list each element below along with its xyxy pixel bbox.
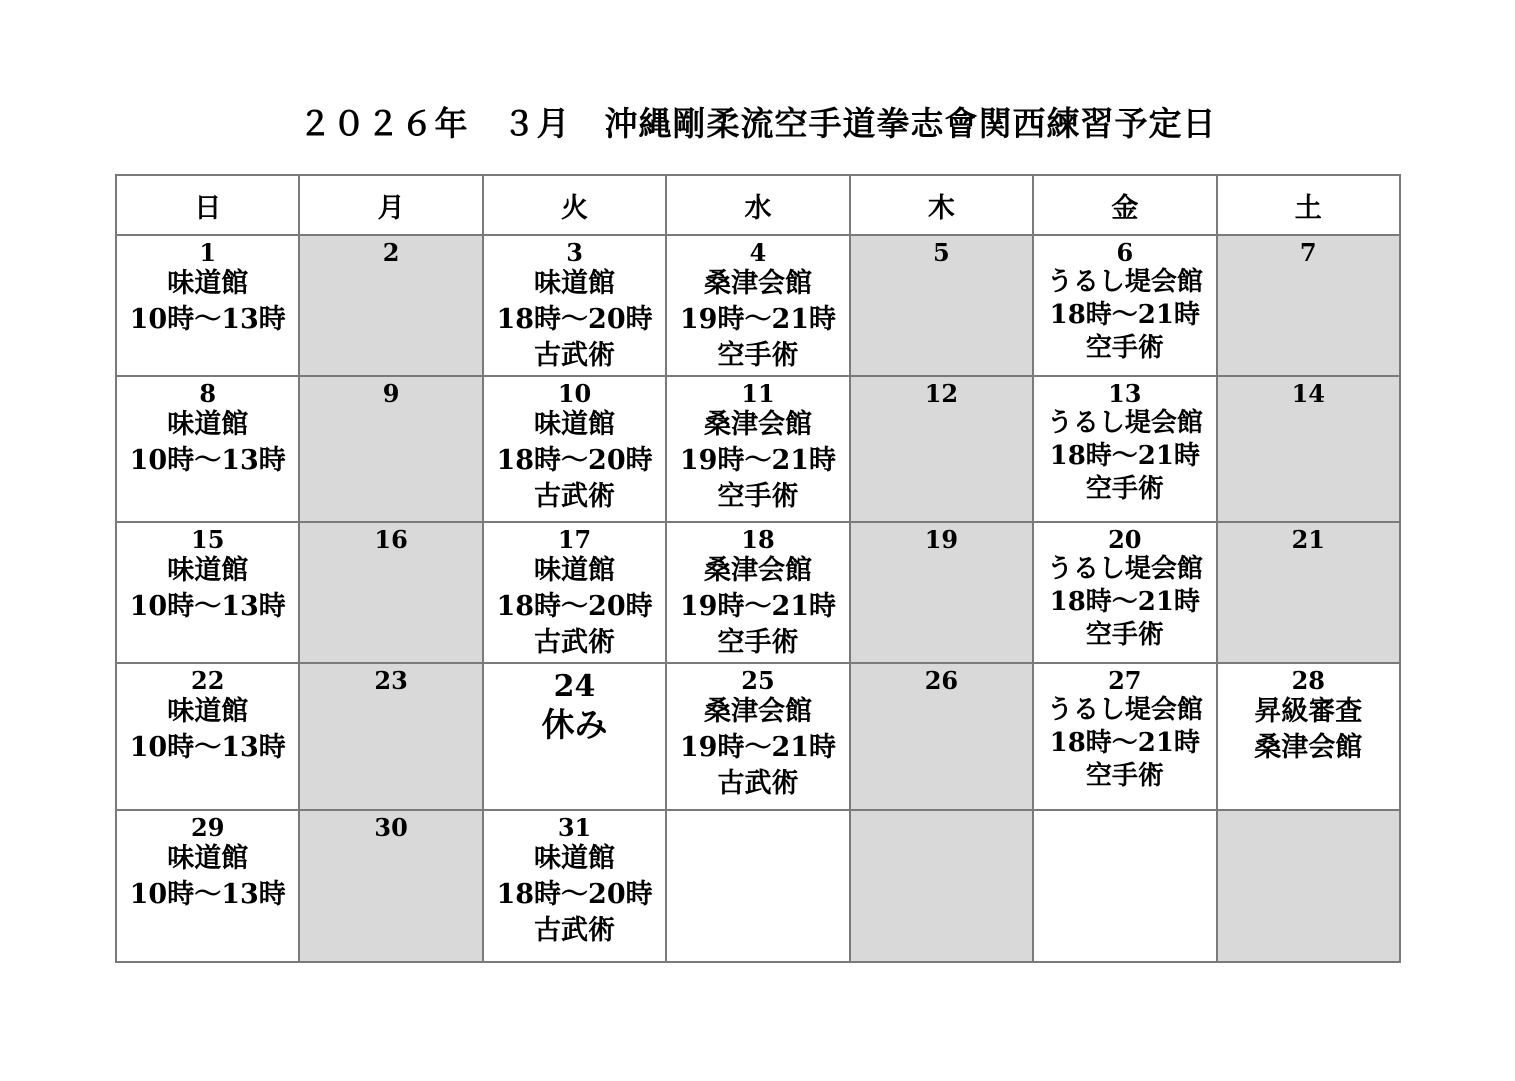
day-cell [1217,663,1400,810]
day-number: 22 [191,666,225,695]
day-cell-closed [299,663,482,810]
venue-label: 桑津会館 [703,409,812,440]
day-number: 25 [741,666,775,695]
day-number: 17 [557,525,592,554]
day-number: 11 [741,379,775,408]
day-cell [666,663,849,810]
time-label: 19時～21時 [679,304,837,335]
discipline-label: 空手術 [1085,761,1164,791]
time-label: 18時～20時 [496,304,653,335]
day-cell [116,376,299,522]
discipline-label: 古武術 [717,768,799,799]
time-label: 18時～21時 [1049,728,1200,758]
day-cell [483,522,666,663]
day-cell [483,376,666,522]
day-number: 12 [924,379,959,408]
day-number: 9 [382,379,400,408]
day-number: 15 [191,525,225,554]
day-cell-closed [850,663,1033,810]
venue-label: 味道館 [167,555,249,586]
time-label: 10時～13時 [129,732,286,763]
day-cell [116,810,299,962]
weekday-header-row [116,175,1400,235]
day-cell [1033,663,1216,810]
discipline-label: 空手術 [717,627,799,658]
time-label: 10時～13時 [129,445,286,476]
week-row [116,235,1400,376]
venue-label: うるし堤会館 [1046,267,1203,297]
day-number: 21 [1291,525,1325,554]
time-label: 18時～21時 [1049,441,1200,471]
week-row [116,522,1400,663]
weekday-header-thu: 木 [850,175,1033,235]
time-label: 10時～13時 [129,304,286,335]
venue-label: うるし堤会館 [1046,408,1203,438]
time-label: 10時～13時 [129,591,286,622]
venue-label: 味道館 [167,696,249,727]
time-label: 19時～21時 [679,591,837,622]
time-label: 18時～21時 [1049,300,1200,330]
time-label: 18時～20時 [496,445,653,476]
time-label: 18時～20時 [496,879,653,910]
weekday-header-wed: 水 [666,175,849,235]
time-label: 19時～21時 [679,732,837,763]
weekday-header-sun: 日 [116,175,299,235]
day-number: 28 [1291,666,1325,695]
discipline-label: 空手術 [1085,620,1164,650]
day-cell-closed [299,235,482,376]
day-number: 23 [374,666,408,695]
day-number: 19 [924,525,959,554]
discipline-label: 古武術 [534,627,616,658]
day-number: 13 [1108,379,1142,408]
day-number: 3 [566,238,583,267]
day-cell-closed [850,522,1033,663]
day-number: 24 [553,669,596,704]
day-number: 16 [374,525,408,554]
venue-label: 味道館 [167,843,249,874]
day-number: 20 [1108,525,1142,554]
day-cell-closed [299,376,482,522]
empty-cell-closed [1217,810,1400,962]
day-cell [116,235,299,376]
day-cell-holiday [483,663,666,810]
discipline-label: 古武術 [534,481,616,512]
time-label: 10時～13時 [129,879,286,910]
day-number: 14 [1291,379,1325,408]
venue-label: 味道館 [167,409,249,440]
weekday-header-sat: 土 [1217,175,1400,235]
discipline-label: 空手術 [717,481,799,512]
day-cell [666,376,849,522]
day-cell [1033,376,1216,522]
day-number: 2 [382,238,400,267]
day-cell [666,235,849,376]
practice-calendar [115,174,1401,963]
discipline-label: 空手術 [717,340,799,371]
day-cell-closed [1217,522,1400,663]
week-row [116,810,1400,962]
day-number: 30 [374,813,408,842]
holiday-label: 休み [541,705,608,744]
venue-label: 桑津会館 [703,555,812,586]
discipline-label: 古武術 [534,915,616,946]
day-cell-closed [850,235,1033,376]
time-label: 19時～21時 [679,445,837,476]
day-cell-closed [299,810,482,962]
time-label: 18時～20時 [496,591,653,622]
day-cell [1033,235,1216,376]
day-cell [116,522,299,663]
venue-label: うるし堤会館 [1046,695,1203,725]
day-cell [483,235,666,376]
day-number: 8 [199,379,217,408]
venue-label: 味道館 [534,268,616,299]
weekday-header-fri: 金 [1033,175,1216,235]
event-label: 昇級審査 [1254,696,1363,727]
venue-label: うるし堤会館 [1046,554,1203,584]
time-label: 18時～21時 [1049,587,1200,617]
venue-label: 桑津会館 [703,268,812,299]
day-cell-closed [1217,235,1400,376]
week-row [116,663,1400,810]
venue-label: 味道館 [167,268,249,299]
empty-cell [666,810,849,962]
day-number: 1 [199,238,217,267]
discipline-label: 空手術 [1085,474,1164,504]
week-row [116,376,1400,522]
day-cell [666,522,849,663]
day-cell-closed [1217,376,1400,522]
day-number: 5 [933,238,950,267]
venue-label: 桑津会館 [1254,732,1363,763]
page-title: ２０２６年 ３月 沖縄剛柔流空手道拳志會関西練習予定日 [298,104,1217,143]
venue-label: 桑津会館 [703,696,812,727]
day-cell-closed [299,522,482,663]
venue-label: 味道館 [534,555,616,586]
day-number: 7 [1299,238,1317,267]
day-cell [483,810,666,962]
day-cell-closed [850,376,1033,522]
day-number: 27 [1108,666,1142,695]
weekday-header-tue: 火 [483,175,666,235]
weekday-header-mon: 月 [299,175,482,235]
venue-label: 味道館 [534,843,616,874]
empty-cell [1033,810,1216,962]
day-number: 26 [924,666,959,695]
day-number: 31 [557,813,592,842]
day-number: 4 [749,238,767,267]
discipline-label: 古武術 [534,340,616,371]
day-number: 6 [1116,238,1134,267]
day-number: 29 [191,813,225,842]
venue-label: 味道館 [534,409,616,440]
day-cell [1033,522,1216,663]
day-number: 18 [741,525,775,554]
day-cell [116,663,299,810]
empty-cell-closed [850,810,1033,962]
discipline-label: 空手術 [1085,333,1164,363]
day-number: 10 [557,379,592,408]
